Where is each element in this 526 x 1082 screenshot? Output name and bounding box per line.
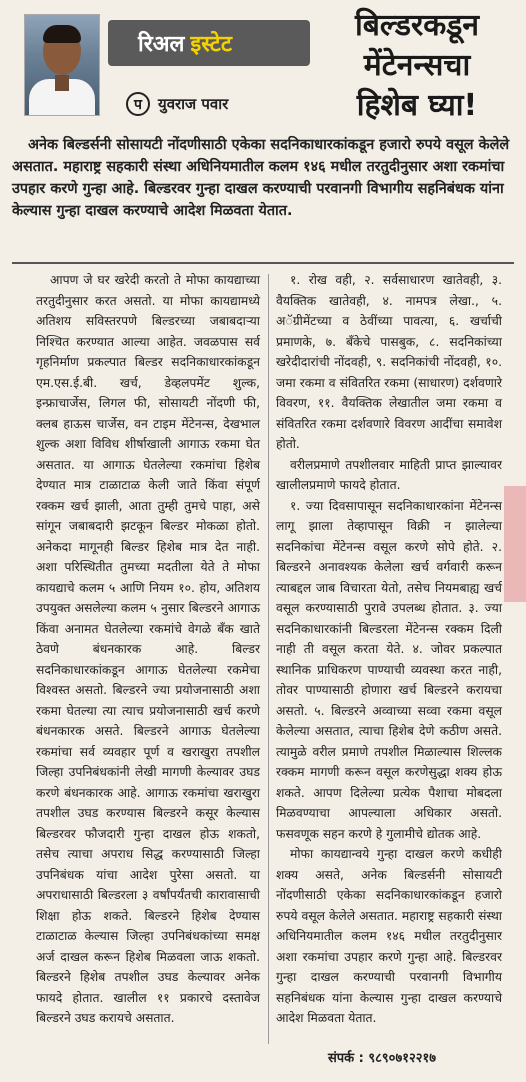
left-column (36, 270, 260, 1029)
pudhari-logo-icon: प (126, 92, 150, 116)
author-name: युवराज पवार (158, 95, 229, 113)
section-rule (12, 262, 514, 264)
photo-neck (55, 75, 69, 91)
author-photo (24, 14, 100, 116)
right-paragraph-1: १. रोख वही, २. सर्वसाधारण खातेवही, ३. वैयक्तिक खातेवही, ४. नामपत्र लेखा., ५. अॅग्रीमेंटच्या व ठेवींच्या पावत्या, ६. खर्चाची प्रमाणके, ७. बँकेचे पासबुक, ८. सदनिकांच्या खरेदीदारांची नोंदवही, ९. सदनिकांची नोंदवही, १०. जमा रकमा व संवितरित रकमा (साधारण) दर्शवणारे विवरण, ११. वैयक्तिक लेखातील जमा रकमा व संवितरित रकमा दर्शवणारे विवरण आदींचा समावेश होतो. (276, 273, 502, 451)
right-paragraph-4: मोफा कायद्यान्वये गुन्हा दाखल करणे कधीही शक्य असते, अनेक बिल्डर्सनी सोसायटी नोंदणीसाठी एकेका सदनिकाधारकांकडून हजारो रुपये वसूल केलेले असतात. महाराष्ट्र सहकारी संस्था अधिनियमातील कलम १४६ मधील तरतुदीनुसार अशा रकमांचा उपहार करणे गुन्हा आहे. बिल्डरवर गुन्हा दाखल करण्याची परवानगी विभागीय सहनिबंधक यांना केल्यास गुन्हा दाखल करण्याचे आदेश मिळवता येतात. (276, 847, 502, 1025)
headline (314, 6, 520, 126)
author-byline (126, 90, 228, 118)
lead-paragraph: अनेक बिल्डर्सनी सोसायटी नोंदणीसाठी एकेका सदनिकाधारकांकडून हजारो रुपये वसूल केलेले असतात. महाराष्ट्र सहकारी संस्था अधिनियमातील कलम १४६ मधील तरतुदीनुसार अशा रकमांचा उपहार करणे गुन्हा आहे. बिल्डरवर गुन्हा दाखल करण्याची परवानगी विभागीय सहनिबंधक यांना केल्यास गुन्हा दाखल करण्याचे आदेश मिळवता येतात. (12, 137, 510, 219)
article-header (0, 0, 526, 130)
headline-line-1: बिल्डरकडून (355, 8, 479, 43)
right-paragraph-3: १. ज्या दिवसापासून सदनिकाधारकांना मेंटेनन्स लागू झाला तेव्हापासून विक्री न झालेल्या सदनिकांचा मेंटेनन्स वसूल करणे सोपे होते. २. बिल्डरने अनावश्यक केलेला खर्च वर्गवारी करून त्याबद्दल जाब विचारता येतो, तसेच नियमबाह्य खर्च वसूल करण्यासाठी पुरावे उपलब्ध होतात. ३. ज्या सदनिकाधारकांनी बिल्डरला मेंटेनन्स रक्कम दिली नाही ती वसूल करता येते. ४. जोवर प्रकल्पात स्थानिक प्राधिकरण पाण्याची व्यवस्था करत नाही, तोवर पाण्यासाठी होणारा खर्च बिल्डरने करायचा असतो. ५. बिल्डरने अव्वाच्या सव्वा रकमा वसूल केलेल्या असतात, त्याचा हिशेब देणे कठीण असते. त्यामुळे वरील प्रमाणे तपशील मिळाल्यास शिल्लक रक्कम मागणी करून वसूल करणेसुद्धा शक्य होऊ शकते. आपण दिलेल्या प्रत्येक पैशाचा मोबदला मिळवण्याचा आपल्याला अधिकार असतो. फसवणूक सहन करणे हे गुलामीचे द्योतक आहे. (276, 498, 502, 841)
right-paragraph-2: वरीलप्रमाणे तपशीलवार माहिती प्राप्त झाल्यावर खालीलप्रमाणे फायदे होतात. (276, 457, 502, 492)
column-tag (108, 20, 310, 66)
contact-line: संपर्क : ९८९०७१२२१७ (328, 1051, 437, 1066)
column-tag-word1: रिअल (138, 32, 185, 57)
column-tag-word2: इस्टेट (190, 32, 232, 57)
photo-hair (43, 25, 81, 43)
right-column (276, 270, 502, 1029)
left-paragraph-1: आपण जे घर खरेदी करतो ते मोफा कायद्याच्या तरतुदीनुसार करत असतो. या मोफा कायद्यामध्ये अतिशय सविस्तरपणे बिल्डरच्या जबाबदाऱ्या निश्चित करण्यात आल्या आहेत. जवळपास सर्व गृहनिर्माण प्रकल्पात बिल्डर सदनिकाधारकांकडून एम.एस.ई.बी. खर्च, डेव्हलपमेंट शुल्क, इन्फ्राचार्जेस, लिगल फी, सोसायटी नोंदणी फी, क्लब हाऊस चार्जेस, वन टाइम मेंटेनन्स, देखभाल शुल्क अशा विविध शीर्षाखाली आगाऊ रकमा घेत असतात. या आगाऊ घेतलेल्या रकमांचा हिशेब देण्यात मात्र टाळाटाळ केली जाते किंवा संपूर्ण रक्कम खर्च झाली, आता तुम्ही तुमचे पाहा, असे सांगून जबाबदारी झटकून बिल्डर मोकळा होतो. अनेकदा मागूनही बिल्डर हिशेब मात्र देत नाही. अशा परिस्थितीत तुमच्या मदतीला येते ते मोफा कायद्याचे कलम ५ आणि नियम १०. होय, अतिशय उपयुक्त असलेल्या कलम ५ नुसार बिल्डरने आगाऊ किंवा अनामत घेतलेल्या रकमांचे वेगळे बँक खाते ठेवणे बंधनकारक आहे. बिल्डर सदनिकाधारकांकडून आगाऊ घेतलेल्या रकमेचा विश्वस्त असतो. बिल्डरने ज्या प्रयोजनासाठी अशा रकमा घेतल्या त्या त्याच प्रयोजनासाठी खर्च करणे बंधनकारक असते. बिल्डरने आगाऊ घेतलेल्या रकमांचा सर्व व्यवहार पूर्ण व खराखुरा तपशील जिल्हा उपनिबंधकांनी लेखी मागणी केल्यावर उघड करणे बंधनकारक आहे. आगाऊ रकमांचा खराखुरा तपशील उघड करण्यास बिल्डरने कसूर केल्यास बिल्डरवर फौजदारी गुन्हा दाखल होऊ शकतो, तसेच त्याचा अपराध सिद्ध करण्यासाठी जिल्हा उपनिबंधक यांचा आदेश पुरेसा असतो. या अपराधासाठी बिल्डरला ३ वर्षांपर्यंतची कारावासाची शिक्षा होऊ शकते. बिल्डरने हिशेब देण्यास टाळाटाळ केल्यास जिल्हा उपनिबंधकांच्या समक्ष अर्ज दाखल करून हिशेब मिळवला जाऊ शकतो. बिल्डरने हिशेब तपशील उघड केल्यावर अनेक फायदे होतात. खालील ११ प्रकारचे दस्तावेज बिल्डरने उघड करायचे असतात. (36, 273, 260, 1025)
highlight-mark (504, 486, 526, 602)
headline-line-2: मेंटेनन्सचा (363, 48, 471, 83)
column-divider (268, 274, 269, 1044)
headline-line-3: हिशेब घ्या! (356, 88, 478, 123)
